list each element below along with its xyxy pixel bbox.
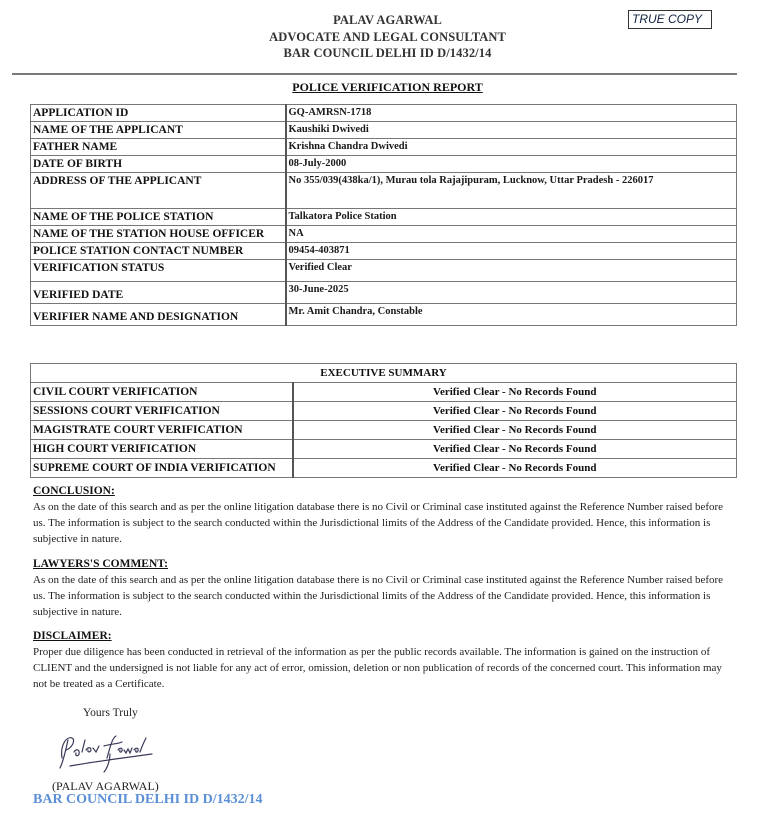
signer-name: (PALAV AGARWAL) <box>52 779 159 793</box>
executive-summary-table <box>30 363 737 478</box>
sessions-court-status: Verified Clear - No Records Found <box>293 402 737 421</box>
row-label: NAME OF THE STATION HOUSE OFFICER <box>31 226 286 243</box>
table-row <box>31 209 737 226</box>
address-value: No 355/039(438ka/1), Murau tola Rajajipuram, Lucknow, Uttar Pradesh - 226017 <box>286 173 737 209</box>
applicant-name-value: Kaushiki Dwivedi <box>286 122 737 139</box>
row-label: VERIFIER NAME AND DESIGNATION <box>31 304 286 326</box>
table-row <box>31 383 737 402</box>
table-row <box>31 226 737 243</box>
row-label: NAME OF THE POLICE STATION <box>31 209 286 226</box>
table-row <box>31 243 737 260</box>
disclaimer-heading: DISCLAIMER: <box>33 630 112 642</box>
advocate-bar-id: BAR COUNCIL DELHI ID D/1432/14 <box>283 46 492 60</box>
row-label: MAGISTRATE COURT VERIFICATION <box>31 421 293 440</box>
conclusion-text: As on the date of this search and as per the online litigation database there is no Civil or Criminal case instituted against the Reference Number raised before us. The information is subject to the search conducted within the Jurisdictional limits of the Address of the Candidate provided. Hence, this information is subjective in nature. <box>33 501 724 545</box>
row-label: CIVIL COURT VERIFICATION <box>31 383 293 402</box>
table-row <box>31 156 737 173</box>
signer-bar-council-id: BAR COUNCIL DELHI ID D/1432/14 <box>33 792 263 807</box>
row-label: VERIFICATION STATUS <box>31 260 286 282</box>
police-station-value: Talkatora Police Station <box>286 209 737 226</box>
row-label: SESSIONS COURT VERIFICATION <box>31 402 293 421</box>
verification-status-value: Verified Clear <box>286 260 737 282</box>
row-label: APPLICATION ID <box>31 105 286 122</box>
verifier-value: Mr. Amit Chandra, Constable <box>286 304 737 326</box>
table-row <box>31 139 737 156</box>
lawyers-comment-heading: LAWYERS'S COMMENT: <box>33 558 168 570</box>
table-row <box>31 459 737 478</box>
table-row <box>31 304 737 326</box>
report-title: POLICE VERIFICATION REPORT <box>292 80 483 94</box>
applicant-details-table <box>30 104 737 326</box>
table-row <box>31 122 737 139</box>
magistrate-court-status: Verified Clear - No Records Found <box>293 421 737 440</box>
advocate-designation: ADVOCATE AND LEGAL CONSULTANT <box>269 29 506 44</box>
row-label: NAME OF THE APPLICANT <box>31 122 286 139</box>
row-label: ADDRESS OF THE APPLICANT <box>31 173 286 209</box>
row-label: HIGH COURT VERIFICATION <box>31 440 293 459</box>
supreme-court-status: Verified Clear - No Records Found <box>293 459 737 478</box>
table-row <box>31 105 737 122</box>
conclusion-section <box>33 483 738 547</box>
summary-header-row <box>31 364 737 383</box>
row-label: SUPREME COURT OF INDIA VERIFICATION <box>31 459 293 478</box>
application-id-value: GQ-AMRSN-1718 <box>286 105 737 122</box>
sho-name-value: NA <box>286 226 737 243</box>
row-label: VERIFIED DATE <box>31 282 286 304</box>
table-row <box>31 260 737 282</box>
signature-icon <box>52 728 162 778</box>
executive-summary-title: EXECUTIVE SUMMARY <box>31 364 737 383</box>
disclaimer-section <box>33 628 738 692</box>
civil-court-status: Verified Clear - No Records Found <box>293 383 737 402</box>
contact-number-value: 09454-403871 <box>286 243 737 260</box>
row-label: FATHER NAME <box>31 139 286 156</box>
table-row <box>31 440 737 459</box>
high-court-status: Verified Clear - No Records Found <box>293 440 737 459</box>
row-label: DATE OF BIRTH <box>31 156 286 173</box>
dob-value: 08-July-2000 <box>286 156 737 173</box>
true-copy-stamp: TRUE COPY <box>628 10 712 29</box>
lawyers-comment-section <box>33 556 738 620</box>
disclaimer-text: Proper due diligence has been conducted in retrieval of the information as per the public records available. The information is gained on the instruction of CLIENT and the undersigned is not liable for any act of error, omission, deletion or non publication of records of the concerned court. This information may not be treated as a Certificate. <box>33 646 722 690</box>
closing-salutation: Yours Truly <box>83 707 138 719</box>
conclusion-heading: CONCLUSION: <box>33 485 115 497</box>
advocate-name: PALAV AGARWAL <box>333 13 442 27</box>
table-row <box>31 173 737 209</box>
row-label: POLICE STATION CONTACT NUMBER <box>31 243 286 260</box>
lawyers-comment-text: As on the date of this search and as per the online litigation database there is no Civil or Criminal case instituted against the Reference Number raised before us. The information is subject to the search conducted within the Jurisdictional limits of the Address of the Candidate provided. Hence, this information is subjective in nature. <box>33 574 724 618</box>
father-name-value: Krishna Chandra Dwivedi <box>286 139 737 156</box>
table-row <box>31 421 737 440</box>
table-row <box>31 282 737 304</box>
table-row <box>31 402 737 421</box>
verified-date-value: 30-June-2025 <box>286 282 737 304</box>
header-divider <box>12 73 737 75</box>
